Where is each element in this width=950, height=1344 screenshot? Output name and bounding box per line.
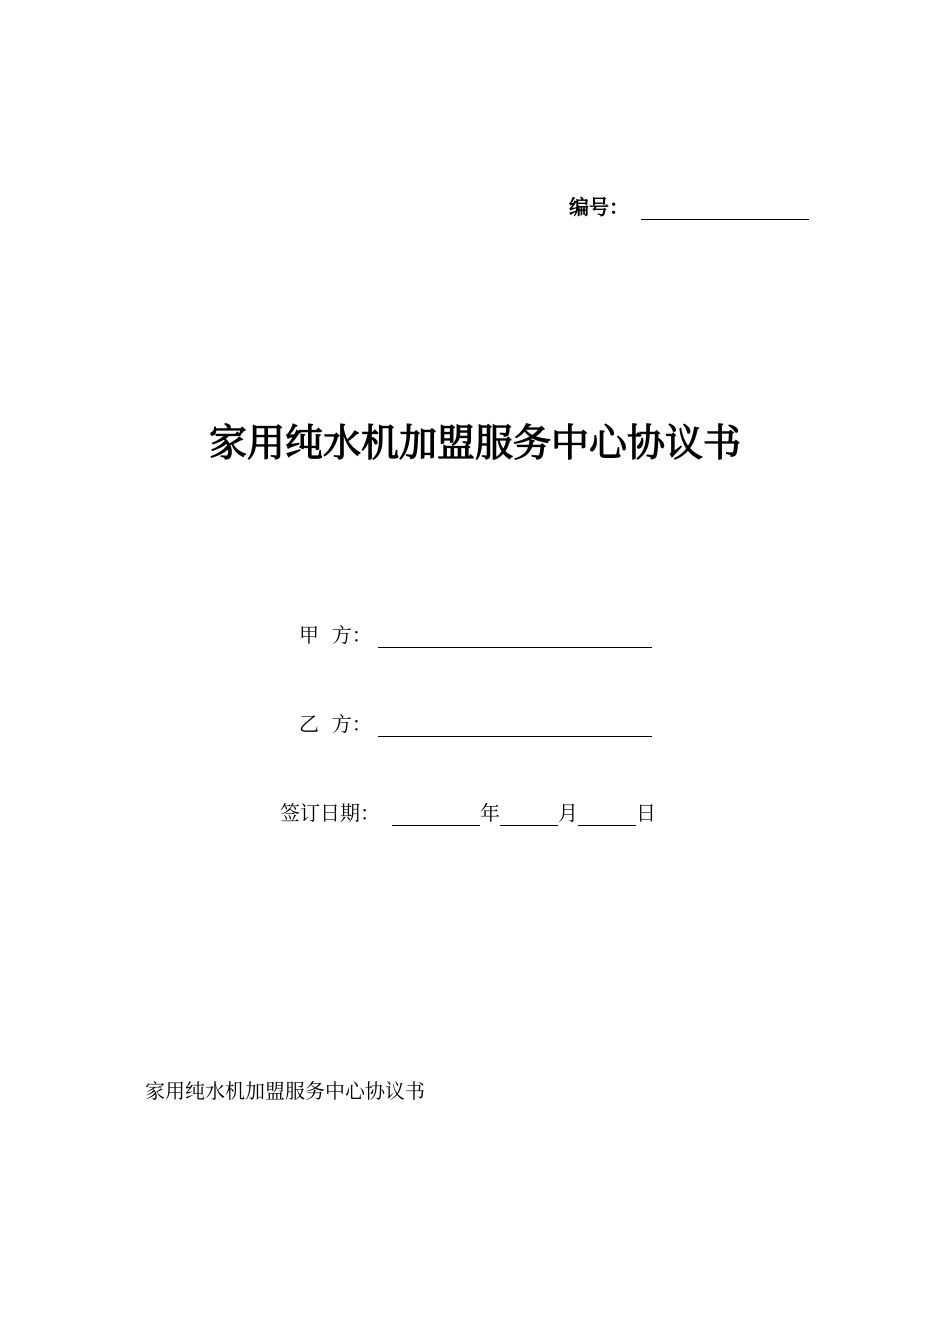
sign-date-label: 签订日期： — [280, 801, 380, 825]
party-a-blank — [378, 625, 652, 648]
footer-title: 家用纯水机加盟服务中心协议书 — [145, 1079, 425, 1103]
year-unit: 年 — [480, 801, 500, 825]
party-a-label: 甲 方： — [299, 623, 372, 647]
month-unit: 月 — [558, 801, 578, 825]
party-b-blank — [378, 714, 652, 737]
month-blank — [500, 803, 558, 826]
party-a-field — [299, 618, 652, 648]
party-b-field — [299, 707, 652, 737]
serial-number-field — [569, 190, 809, 220]
day-blank — [578, 803, 636, 826]
day-unit: 日 — [636, 801, 656, 825]
document-title: 家用纯水机加盟服务中心协议书 — [208, 421, 741, 465]
sign-date-field — [280, 796, 656, 826]
serial-number-blank — [641, 197, 809, 220]
year-blank — [392, 803, 480, 826]
serial-number-label: 编号： — [569, 195, 629, 219]
party-b-label: 乙 方： — [299, 712, 372, 736]
